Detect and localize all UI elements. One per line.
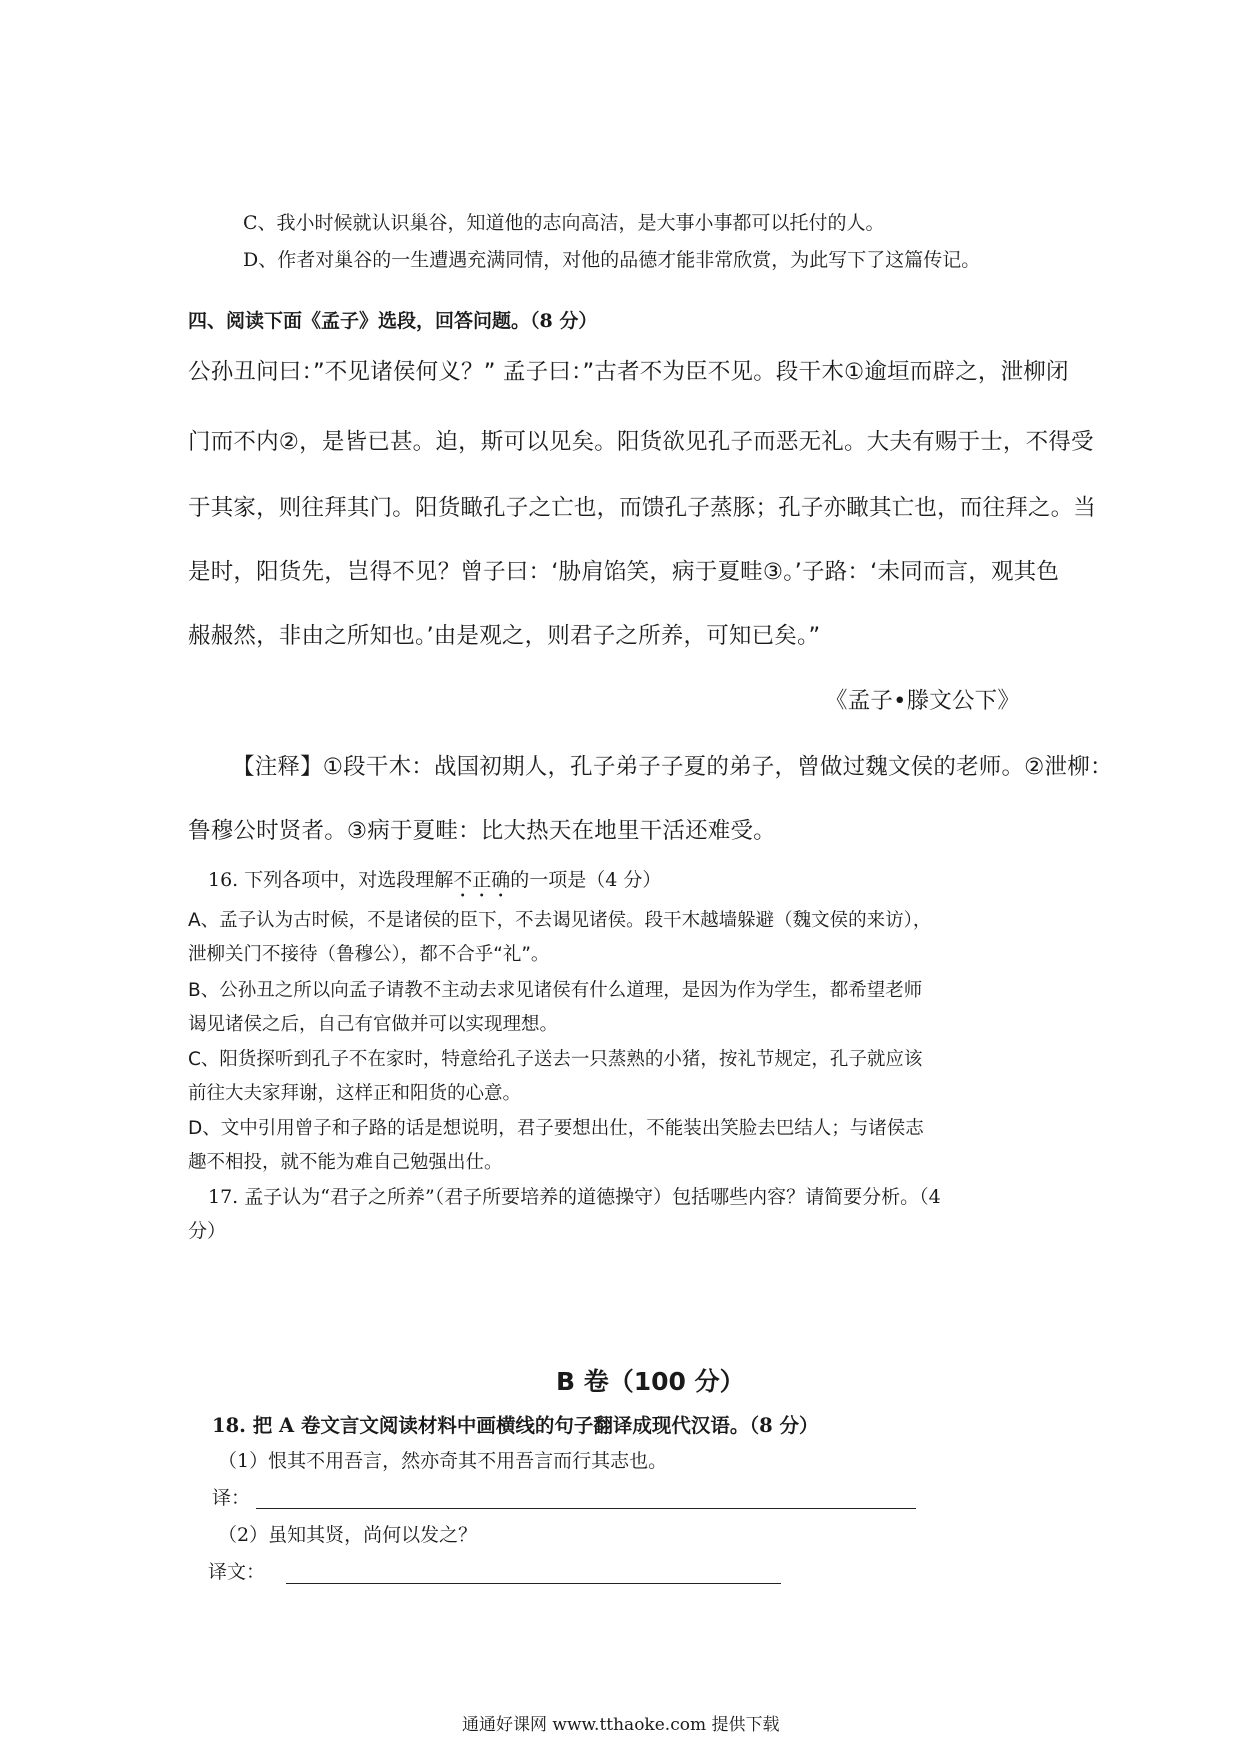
emphasis-text: 不正确 bbox=[453, 869, 511, 891]
translation-label-1: 译： bbox=[212, 1487, 251, 1509]
passage-line: 门而不内②，是皆已甚。迫，斯可以见矣。阳货欲见孔子而恶无礼。大夫有赐于士，不得受 bbox=[188, 429, 1094, 455]
stem-text: 的一项是（4 分） bbox=[510, 869, 662, 891]
option-a-line: A、孟子认为古时候，不是诸侯的臣下，不去谒见诸侯。段干木越墙躲避（魏文侯的来访）， bbox=[188, 910, 932, 931]
option-b-line: 谒见诸侯之后，自己有官做并可以实现理想。 bbox=[188, 1014, 559, 1035]
stem-text: 16. 下列各项中，对选段理解 bbox=[208, 869, 454, 891]
section-b-title: B 卷（100 分） bbox=[556, 1367, 745, 1396]
question-18-stem: 18. 把 A 卷文言文阅读材料中画横线的句子翻译成现代汉语。（8 分） bbox=[212, 1414, 819, 1437]
option-a-line: 泄柳关门不接待（鲁穆公），都不合乎“礼”。 bbox=[188, 944, 550, 965]
passage-line: 于其家，则往拜其门。阳货瞰孔子之亡也，而馈孔子蒸豚；孔子亦瞰其亡也，而往拜之。当 bbox=[188, 495, 1097, 521]
option-c-line: 前往大夫家拜谢，这样正和阳货的心意。 bbox=[188, 1083, 522, 1104]
passage-line: 是时，阳货先，岂得不见？曾子曰：‘胁肩馅笑，病于夏畦③。’子路：‘未同而言，观其色 bbox=[188, 559, 1060, 585]
question-17-line: 17. 孟子认为“君子之所养”（君子所要培养的道德操守）包括哪些内容？请简要分析。（4 bbox=[208, 1186, 941, 1208]
passage-source: 《孟子•滕文公下》 bbox=[825, 688, 1021, 714]
footer-text: 通通好课网 www.tthaoke.com 提供下载 bbox=[462, 1715, 780, 1735]
option-d-line: D、文中引用曾子和子路的话是想说明，君子要想出仕，不能装出笑脸去巴结人；与诸侯志 bbox=[188, 1118, 924, 1139]
notes-line: 鲁穆公时贤者。③病于夏畦：比大热天在地里干活还难受。 bbox=[188, 818, 776, 844]
option-c-prev: C、我小时候就认识巢谷，知道他的志向高洁，是大事小事都可以托付的人。 bbox=[243, 212, 885, 234]
passage-line: 赧赧然，非由之所知也。’由是观之，则君子之所养，可知已矣。” bbox=[188, 623, 821, 649]
option-b-line: B、公孙丑之所以向孟子请教不主动去求见诸侯有什么道理，是因为作为学生，都希望老师 bbox=[188, 980, 923, 1001]
answer-line-1[interactable] bbox=[256, 1508, 916, 1509]
sentence-1: （1）恨其不用吾言，然亦奇其不用吾言而行其志也。 bbox=[218, 1450, 668, 1472]
notes-line: 【注释】①段干木：战国初期人，孔子弟子子夏的弟子，曾做过魏文侯的老师。②泄柳： bbox=[232, 754, 1113, 780]
option-c-line: C、阳货探听到孔子不在家时，特意给孔子送去一只蒸熟的小猪，按礼节规定，孔子就应该 bbox=[188, 1049, 923, 1070]
section-heading: 四、阅读下面《孟子》选段，回答问题。（8 分） bbox=[188, 310, 598, 332]
sentence-2: （2）虽知其贤，尚何以发之？ bbox=[218, 1524, 478, 1546]
passage-line: 公孙丑问曰：”不见诸侯何义？” 孟子曰：”古者不为臣不见。段干木①逾垣而辟之，泄柳闭 bbox=[188, 359, 1069, 385]
option-d-line: 趣不相投，就不能为难自己勉强出仕。 bbox=[188, 1152, 503, 1173]
translation-label-2: 译文： bbox=[208, 1561, 266, 1583]
option-d-prev: D、作者对巢谷的一生遭遇充满同情，对他的品德才能非常欣赏，为此写下了这篇传记。 bbox=[243, 249, 981, 271]
answer-line-2[interactable] bbox=[286, 1583, 781, 1584]
question-16-stem bbox=[208, 865, 661, 902]
question-17-line: 分） bbox=[188, 1220, 227, 1242]
